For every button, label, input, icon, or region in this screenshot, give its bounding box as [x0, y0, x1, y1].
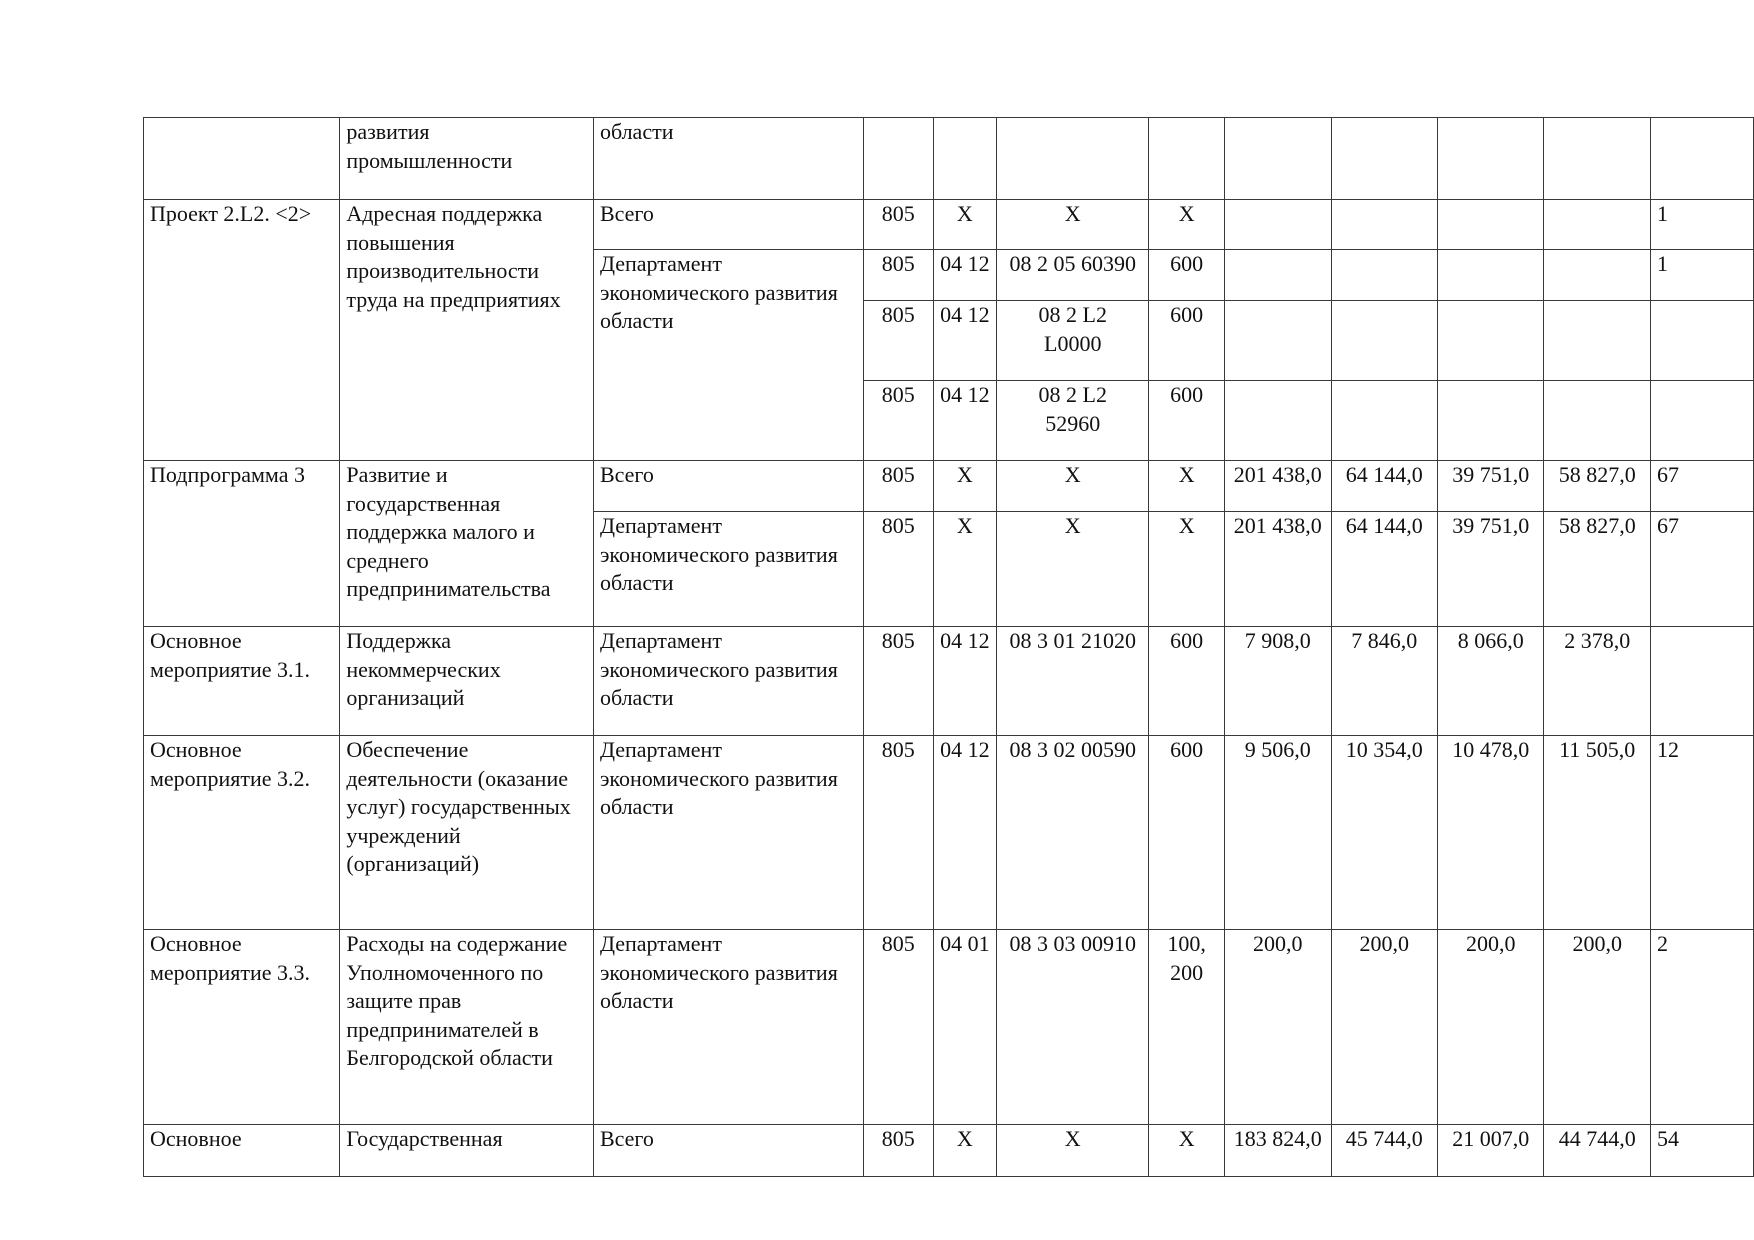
- table-row: [144, 736, 1754, 930]
- rzpr-cell: [933, 118, 997, 200]
- vr-cell: 600: [1149, 381, 1225, 461]
- grbs-cell: 805: [863, 200, 933, 250]
- vr-cell: X: [1149, 461, 1225, 512]
- year1-cell: 9 506,0: [1225, 736, 1331, 930]
- csr-cell: X: [997, 200, 1149, 250]
- year2-cell: 64 144,0: [1331, 512, 1437, 627]
- status-cell: Основное мероприятие 3.1.: [144, 627, 340, 736]
- year3-cell: 21 007,0: [1437, 1125, 1543, 1177]
- grbs-cell: 805: [863, 381, 933, 461]
- year2-cell: 45 744,0: [1331, 1125, 1437, 1177]
- rzpr-cell: 04 12: [933, 250, 997, 301]
- year4-cell: 58 827,0: [1544, 512, 1650, 627]
- rzpr-cell: 04 12: [933, 381, 997, 461]
- table-row: [144, 461, 1754, 512]
- year2-cell: 200,0: [1331, 930, 1437, 1125]
- csr-cell: 08 2 L2 L0000: [997, 301, 1149, 381]
- year5-cell: [1650, 301, 1753, 381]
- year2-cell: [1331, 301, 1437, 381]
- grbs-cell: 805: [863, 301, 933, 381]
- table-row: [144, 627, 1754, 736]
- year2-cell: 64 144,0: [1331, 461, 1437, 512]
- vr-cell: X: [1149, 200, 1225, 250]
- year1-cell: [1225, 381, 1331, 461]
- year4-cell: [1544, 118, 1650, 200]
- year4-cell: [1544, 250, 1650, 301]
- vr-cell: 600: [1149, 736, 1225, 930]
- name-cell: Расходы на содержание Уполномоченного по защите прав предпринимателей в Белгородской области: [340, 930, 594, 1125]
- year4-cell: [1544, 200, 1650, 250]
- grbs-cell: 805: [863, 250, 933, 301]
- rzpr-cell: 04 12: [933, 301, 997, 381]
- csr-cell: 08 2 05 60390: [997, 250, 1149, 301]
- vr-cell: X: [1149, 1125, 1225, 1177]
- budget-table: [143, 117, 1754, 1177]
- year1-cell: [1225, 118, 1331, 200]
- csr-cell: X: [997, 461, 1149, 512]
- name-cell: Обеспечение деятельности (оказание услуг) государственных учреждений (организаций): [340, 736, 594, 930]
- name-cell: Адресная поддержка повышения производительности труда на предприятиях: [340, 200, 594, 461]
- year1-cell: [1225, 250, 1331, 301]
- grbs-cell: 805: [863, 512, 933, 627]
- rzpr-cell: X: [933, 1125, 997, 1177]
- csr-cell: 08 3 03 00910: [997, 930, 1149, 1125]
- year5-cell: 1: [1650, 200, 1753, 250]
- year2-cell: [1331, 381, 1437, 461]
- rzpr-cell: X: [933, 512, 997, 627]
- vr-cell: 100, 200: [1149, 930, 1225, 1125]
- year1-cell: [1225, 200, 1331, 250]
- year3-cell: 8 066,0: [1437, 627, 1543, 736]
- rzpr-cell: X: [933, 200, 997, 250]
- grbs-cell: 805: [863, 1125, 933, 1177]
- year3-cell: [1437, 381, 1543, 461]
- name-cell: Поддержка некоммерческих организаций: [340, 627, 594, 736]
- year5-cell: [1650, 381, 1753, 461]
- year3-cell: 39 751,0: [1437, 461, 1543, 512]
- name-cell: Развитие и государственная поддержка малого и среднего предпринимательства: [340, 461, 594, 627]
- year3-cell: [1437, 250, 1543, 301]
- executor-cell: Всего: [593, 1125, 863, 1177]
- table-row: [144, 118, 1754, 200]
- rzpr-cell: 04 01: [933, 930, 997, 1125]
- year5-cell: 12: [1650, 736, 1753, 930]
- year4-cell: [1544, 301, 1650, 381]
- year4-cell: 11 505,0: [1544, 736, 1650, 930]
- csr-cell: [997, 118, 1149, 200]
- year3-cell: 10 478,0: [1437, 736, 1543, 930]
- vr-cell: 600: [1149, 627, 1225, 736]
- csr-cell: X: [997, 512, 1149, 627]
- name-cell: Государственная: [340, 1125, 594, 1177]
- rzpr-cell: 04 12: [933, 627, 997, 736]
- year1-cell: [1225, 301, 1331, 381]
- csr-cell: 08 3 01 21020: [997, 627, 1149, 736]
- year5-cell: 1: [1650, 250, 1753, 301]
- grbs-cell: 805: [863, 627, 933, 736]
- executor-cell: Департамент экономического развития области: [593, 512, 863, 627]
- year5-cell: 67: [1650, 512, 1753, 627]
- vr-cell: [1149, 118, 1225, 200]
- year4-cell: 2 378,0: [1544, 627, 1650, 736]
- name-cell: развития промышленности: [340, 118, 594, 200]
- grbs-cell: [863, 118, 933, 200]
- executor-cell: Департамент экономического развития области: [593, 930, 863, 1125]
- grbs-cell: 805: [863, 930, 933, 1125]
- executor-cell: Департамент экономического развития области: [593, 250, 863, 461]
- executor-cell: Департамент экономического развития области: [593, 736, 863, 930]
- year4-cell: 58 827,0: [1544, 461, 1650, 512]
- executor-cell: Всего: [593, 200, 863, 250]
- year3-cell: [1437, 200, 1543, 250]
- status-cell: Основное мероприятие 3.3.: [144, 930, 340, 1125]
- vr-cell: X: [1149, 512, 1225, 627]
- year3-cell: [1437, 301, 1543, 381]
- year1-cell: 7 908,0: [1225, 627, 1331, 736]
- vr-cell: 600: [1149, 301, 1225, 381]
- year4-cell: [1544, 381, 1650, 461]
- year4-cell: 44 744,0: [1544, 1125, 1650, 1177]
- year5-cell: [1650, 627, 1753, 736]
- table-row: [144, 200, 1754, 250]
- year2-cell: [1331, 118, 1437, 200]
- grbs-cell: 805: [863, 736, 933, 930]
- year3-cell: [1437, 118, 1543, 200]
- grbs-cell: 805: [863, 461, 933, 512]
- year1-cell: 183 824,0: [1225, 1125, 1331, 1177]
- year2-cell: [1331, 250, 1437, 301]
- rzpr-cell: X: [933, 461, 997, 512]
- rzpr-cell: 04 12: [933, 736, 997, 930]
- status-cell: Основное мероприятие 3.2.: [144, 736, 340, 930]
- vr-cell: 600: [1149, 250, 1225, 301]
- executor-cell: области: [593, 118, 863, 200]
- year5-cell: 54: [1650, 1125, 1753, 1177]
- year2-cell: 7 846,0: [1331, 627, 1437, 736]
- table-row: [144, 930, 1754, 1125]
- year1-cell: 200,0: [1225, 930, 1331, 1125]
- status-cell: [144, 118, 340, 200]
- executor-cell: Департамент экономического развития области: [593, 627, 863, 736]
- year4-cell: 200,0: [1544, 930, 1650, 1125]
- year5-cell: 2: [1650, 930, 1753, 1125]
- year2-cell: 10 354,0: [1331, 736, 1437, 930]
- year1-cell: 201 438,0: [1225, 512, 1331, 627]
- csr-cell: 08 3 02 00590: [997, 736, 1149, 930]
- year5-cell: 67: [1650, 461, 1753, 512]
- table-row: [144, 1125, 1754, 1177]
- year2-cell: [1331, 200, 1437, 250]
- year1-cell: 201 438,0: [1225, 461, 1331, 512]
- csr-cell: X: [997, 1125, 1149, 1177]
- status-cell: Подпрограмма 3: [144, 461, 340, 627]
- status-cell: Основное: [144, 1125, 340, 1177]
- year3-cell: 39 751,0: [1437, 512, 1543, 627]
- year5-cell: [1650, 118, 1753, 200]
- csr-cell: 08 2 L2 52960: [997, 381, 1149, 461]
- year3-cell: 200,0: [1437, 930, 1543, 1125]
- status-cell: Проект 2.L2. <2>: [144, 200, 340, 461]
- executor-cell: Всего: [593, 461, 863, 512]
